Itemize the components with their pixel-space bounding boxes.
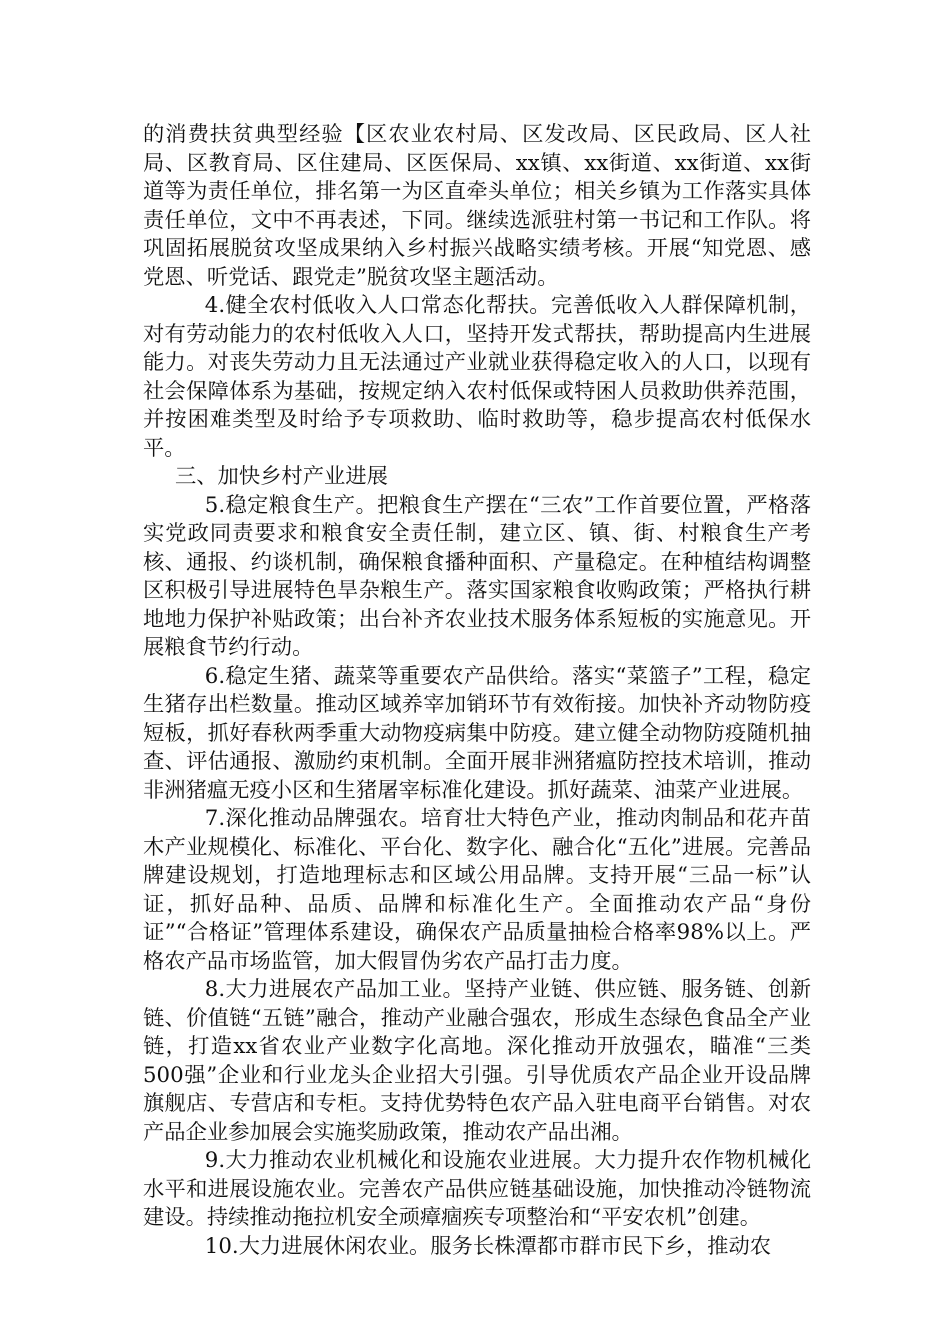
document-page — [143, 121, 811, 1261]
paragraph-item-9: 9.大力推动农业机械化和设施农业进展。大力提升农作物机械化水平和进展设施农业。完善农产品供应链基础设施，加快推动冷链物流建设。持续推动拖拉机安全顽瘴痼疾专项整治和“平安农机”创建。 — [143, 1148, 811, 1230]
section-heading-3: 三、加快乡村产业进展 — [174, 464, 388, 489]
paragraph-item-4: 4.健全农村低收入人口常态化帮扶。完善低收入人群保障机制，对有劳动能力的农村低收入人口，坚持开发式帮扶，帮助提高内生进展能力。对丧失劳动力且无法通过产业就业获得稳定收入的人口，以现有社会保障体系为基础，按规定纳入农村低保或特困人员救助供养范围，并按困难类型及时给予专项救助、临时救助等，稳步提高农村低保水平。 — [143, 293, 811, 461]
paragraph-item-8: 8.大力进展农产品加工业。坚持产业链、供应链、服务链、创新链、价值链“五链”融合，推动产业融合强农，形成生态绿色食品全产业链，打造xx省农业产业数字化高地。深化推动开放强农，瞄准“三类500强”企业和行业龙头企业招大引强。引导优质农产品企业开设品牌旗舰店、专营店和专柜。支持优势特色农产品入驻电商平台销售。对农产品企业参加展会实施奖励政策，推动农产品出湘。 — [143, 977, 811, 1145]
paragraph-item-6: 6.稳定生猪、蔬菜等重要农产品供给。落实“菜篮子”工程，稳定生猪存出栏数量。推动区域养宰加销环节有效衔接。加快补齐动物防疫短板，抓好春秋两季重大动物疫病集中防疫。建立健全动物防疫随机抽查、评估通报、激励约束机制。全面开展非洲猪瘟防控技术培训，推动非洲猪瘟无疫小区和生猪屠宰标准化建设。抓好蔬菜、油菜产业进展。 — [143, 663, 811, 803]
paragraph-item-5: 5.稳定粮食生产。把粮食生产摆在“三农”工作首要位置，严格落实党政同责要求和粮食安全责任制，建立区、镇、街、村粮食生产考核、通报、约谈机制，确保粮食播种面积、产量稳定。在种植结构调整区积极引导进展特色旱杂粮生产。落实国家粮食收购政策；严格执行耕地地力保护补贴政策；出台补齐农业技术服务体系短板的实施意见。开展粮食节约行动。 — [143, 492, 811, 660]
paragraph-item-7: 7.深化推动品牌强农。培育壮大特色产业，推动肉制品和花卉苗木产业规模化、标准化、平台化、数字化、融合化“五化”进展。完善品牌建设规划，打造地理标志和区域公用品牌。支持开展“三品一标”认证，抓好品种、品质、品牌和标准化生产。全面推动农产品“身份证”“合格证”管理体系建设，确保农产品质量抽检合格率98%以上。严格农产品市场监管，加大假冒伪劣农产品打击力度。 — [143, 806, 811, 974]
paragraph-item-10: 10.大力进展休闲农业。服务长株潭都市群市民下乡，推动农 — [204, 1233, 772, 1259]
paragraph-consumption-poverty: 的消费扶贫典型经验【区农业农村局、区发改局、区民政局、区人社局、区教育局、区住建局、区医保局、xx镇、xx街道、xx街道、xx街道等为责任单位，排名第一为区直牵头单位；相关乡镇为工作落实具体责任单位，文中不再表述，下同。继续选派驻村第一书记和工作队。将巩固拓展脱贫攻坚成果纳入乡村振兴战略实绩考核。开展“知党恩、感党恩、听党话、跟党走”脱贫攻坚主题活动。 — [143, 122, 811, 290]
